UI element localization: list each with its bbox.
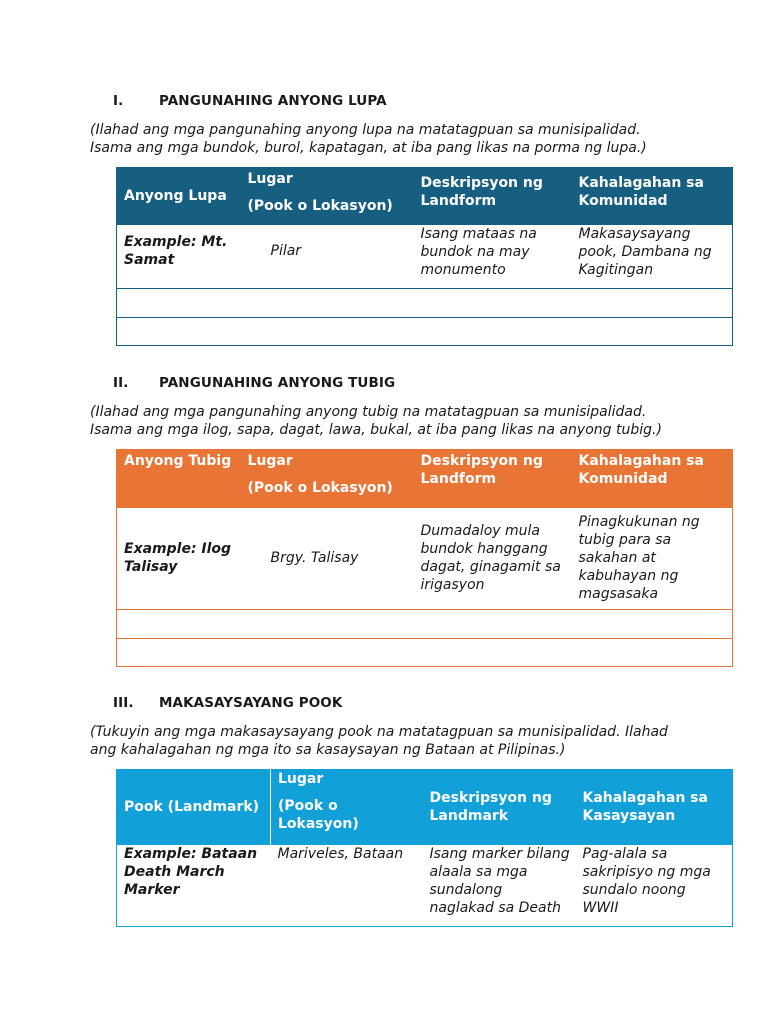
cell-empty[interactable] — [241, 318, 414, 346]
section-1-number: I. — [113, 93, 124, 109]
cell-example-name[interactable]: Example: Mt. Samat — [117, 225, 241, 289]
cell-empty[interactable] — [241, 639, 414, 667]
cell-empty[interactable] — [117, 639, 241, 667]
instruction-line: ang kahalagahan ng mga ito sa kasaysayan ng Bataan at Pilipinas.) — [90, 742, 566, 758]
table-row-empty — [117, 318, 733, 346]
cell-empty[interactable] — [572, 610, 733, 639]
header-lugar-line1: Lugar — [247, 453, 293, 469]
header-lugar-line2: (Pook o Lokasyon) — [247, 480, 393, 496]
section-3-heading — [113, 695, 342, 711]
instruction-line: (Tukuyin ang mga makasaysayang pook na matatagpuan sa munisipalidad. Ilahad — [90, 724, 668, 740]
cell-example-location[interactable]: Mariveles, Bataan — [277, 845, 404, 862]
table-row-empty — [117, 639, 733, 667]
table-header-row — [117, 450, 733, 508]
cell-empty[interactable] — [414, 610, 572, 639]
header-anyong-tubig: Anyong Tubig — [117, 450, 241, 508]
cell-empty[interactable] — [572, 318, 733, 346]
header-deskripsyon: Deskripsyon ng Landmark — [424, 770, 577, 845]
header-kahalagahan: Kahalagahan sa Komunidad — [572, 168, 733, 225]
cell-empty[interactable] — [572, 289, 733, 318]
section-1-instructions — [90, 121, 730, 157]
instruction-line: Isama ang mga ilog, sapa, dagat, lawa, bukal, at iba pang likas na anyong tubig.) — [90, 422, 662, 438]
section-2-title: PANGUNAHING ANYONG TUBIG — [159, 375, 396, 391]
cell-empty[interactable] — [117, 289, 241, 318]
header-deskripsyon: Deskripsyon ng Landform — [414, 450, 572, 508]
table-header-row — [117, 770, 733, 845]
cell-empty[interactable] — [414, 639, 572, 667]
cell-example-description[interactable]: Isang marker bilang alaala sa mga sundalong naglakad sa Death — [429, 845, 570, 916]
instruction-line: (Ilahad ang mga pangunahing anyong lupa na matatagpuan sa munisipalidad. — [90, 122, 641, 138]
cell-empty[interactable] — [241, 610, 414, 639]
cell-example-location[interactable]: Pilar — [241, 225, 414, 289]
header-lugar — [271, 770, 424, 845]
section-1-title: PANGUNAHING ANYONG LUPA — [159, 93, 387, 109]
water-body-table — [116, 449, 733, 667]
header-anyong-lupa: Anyong Lupa — [117, 168, 241, 225]
cell-empty[interactable] — [241, 289, 414, 318]
cell-example-description[interactable]: Isang mataas na bundok na may monumento — [414, 225, 572, 289]
section-3-title: MAKASAYSAYANG POOK — [159, 695, 343, 711]
instruction-line: (Ilahad ang mga pangunahing anyong tubig na matatagpuan sa munisipalidad. — [90, 404, 647, 420]
cell-example-name[interactable]: Example: Bataan Death March Marker — [124, 845, 258, 898]
cell-empty[interactable] — [414, 289, 572, 318]
cell-empty[interactable] — [117, 318, 241, 346]
historical-landmark-table — [116, 769, 733, 927]
cell-example-location[interactable]: Brgy. Talisay — [241, 508, 414, 610]
instruction-line: Isama ang mga bundok, burol, kapatagan, at iba pang likas na porma ng lupa.) — [90, 140, 647, 156]
section-3-number: III. — [113, 695, 134, 711]
cell-empty[interactable] — [414, 318, 572, 346]
table-row-example — [117, 225, 733, 289]
cell-empty[interactable] — [572, 639, 733, 667]
header-deskripsyon: Deskripsyon ng Landform — [414, 168, 572, 225]
section-2-number: II. — [113, 375, 129, 391]
header-lugar-line1: Lugar — [247, 171, 293, 187]
header-lugar-line1: Lugar — [278, 771, 324, 787]
section-2-instructions — [90, 403, 730, 439]
header-kahalagahan: Kahalagahan sa Kasaysayan — [577, 770, 733, 845]
cell-example-description[interactable]: Dumadaloy mula bundok hanggang dagat, ginagamit sa irigasyon — [414, 508, 572, 610]
landform-table — [116, 167, 733, 346]
cell-example-importance[interactable]: Makasaysayang pook, Dambana ng Kagitingan — [572, 225, 733, 289]
section-2-heading — [113, 375, 395, 391]
cell-example-name[interactable]: Example: Ilog Talisay — [117, 508, 241, 610]
table-header-row — [117, 168, 733, 225]
header-lugar — [241, 168, 414, 225]
cell-example-importance[interactable]: Pag-alala sa sakripisyo ng mga sundalo noong WWII — [582, 845, 711, 916]
table-row-empty — [117, 289, 733, 318]
table-row-empty — [117, 610, 733, 639]
header-lugar-line2: (Pook o Lokasyon) — [278, 798, 359, 832]
header-lugar-line2: (Pook o Lokasyon) — [247, 198, 393, 214]
header-kahalagahan: Kahalagahan sa Komunidad — [572, 450, 733, 508]
table-row-example — [117, 845, 733, 927]
header-pook: Pook (Landmark) — [117, 770, 271, 845]
header-lugar — [241, 450, 414, 508]
cell-example-importance[interactable]: Pinagkukunan ng tubig para sa sakahan at kabuhayan ng magsasaka — [572, 508, 733, 610]
section-3-instructions — [90, 723, 730, 759]
table-row-example — [117, 508, 733, 610]
section-1-heading — [113, 93, 387, 109]
cell-empty[interactable] — [117, 610, 241, 639]
